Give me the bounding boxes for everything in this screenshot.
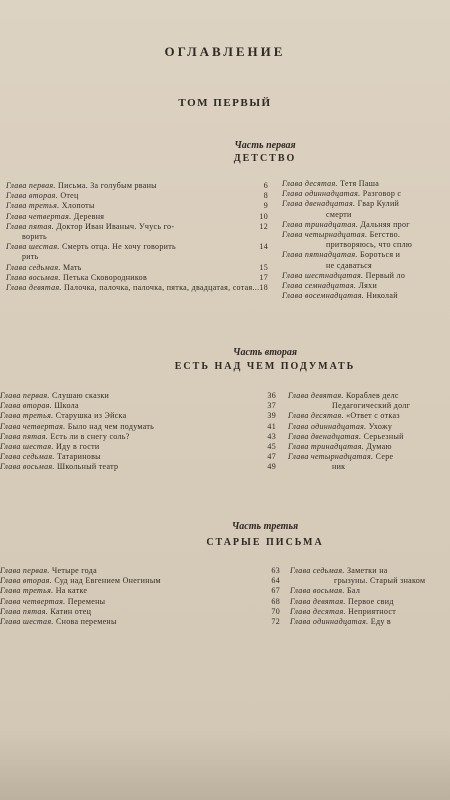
- toc-entry-continued: [6, 252, 268, 262]
- chapter-number: Глава шестая.: [0, 442, 54, 452]
- chapter-title: Деревня: [73, 211, 105, 221]
- toc-entry: [0, 617, 280, 627]
- chapter-number: Глава третья.: [0, 411, 54, 421]
- toc-entry: [282, 230, 450, 240]
- part-name: ЕСТЬ НАД ЧЕМ ПОДУМАТЬ: [174, 361, 356, 372]
- toc-entry: [282, 240, 450, 250]
- toc-entry: [288, 411, 450, 421]
- toc-entry: [282, 250, 450, 260]
- chapter-title: Педагогический долг: [332, 401, 411, 411]
- contents-title: ОГЛАВЛЕНИЕ: [164, 44, 286, 59]
- chapter-number: Глава вторая.: [6, 191, 58, 201]
- chapter-number: Глава третья.: [6, 201, 60, 211]
- page-number: 14: [259, 242, 268, 252]
- chapter-title: Бороться и: [360, 250, 401, 260]
- page-number: 10: [259, 211, 268, 221]
- chapter-title: Заметки на: [346, 566, 388, 575]
- toc-column-right: [290, 566, 450, 627]
- chapter-number: Глава тринадцатая.: [282, 219, 359, 229]
- page-number: 17: [259, 272, 268, 282]
- chapter-number: Глава восьмая.: [6, 272, 61, 282]
- chapter-number: Глава одиннадцатая.: [282, 189, 361, 199]
- toc-entry: [288, 391, 450, 401]
- chapter-number: Глава пятая.: [6, 221, 55, 231]
- toc-entry: [288, 452, 450, 462]
- toc-entry: [0, 442, 276, 452]
- page-number: 41: [267, 421, 276, 431]
- chapter-title: Кораблев делс: [346, 391, 399, 400]
- page-number: 9: [263, 201, 268, 211]
- toc-entry-continued: [6, 232, 268, 242]
- chapter-title: Есть ли в снегу соль?: [50, 431, 130, 441]
- chapter-title: На катке: [55, 586, 88, 596]
- toc-entry: [6, 273, 268, 283]
- page-number: 36: [267, 391, 276, 400]
- toc-entry: [6, 212, 268, 222]
- chapter-title: смерти: [326, 209, 352, 219]
- chapter-number: Глава вторая.: [0, 576, 52, 586]
- chapter-title: Мать: [62, 262, 82, 272]
- toc-entry: [0, 411, 276, 421]
- chapter-title: Еду в: [370, 617, 391, 627]
- chapter-number: Глава восьмая.: [0, 462, 55, 472]
- toc-entry: [290, 617, 450, 627]
- page-number: 6: [263, 181, 268, 190]
- page-number: 15: [259, 262, 268, 272]
- toc-entry: [6, 222, 268, 232]
- chapter-title-continued: рить: [22, 252, 39, 262]
- chapter-title: Думаю: [366, 442, 392, 452]
- page-number: 43: [267, 431, 276, 441]
- chapter-number: Глава первая.: [0, 391, 50, 400]
- chapter-title: Иду в гости: [55, 442, 100, 452]
- chapter-number: Глава шестнадцатая.: [282, 270, 364, 280]
- chapter-number: Глава девятая.: [288, 391, 344, 400]
- toc-entry: [6, 263, 268, 273]
- chapter-number: Глава шестая.: [0, 617, 54, 627]
- page-number: 45: [267, 442, 276, 452]
- toc-entry: [282, 220, 450, 230]
- chapter-title: Палочка, палочка, палочка, пятка, двадцатая, сотая...: [64, 283, 260, 293]
- chapter-title-continued: ворить: [22, 232, 47, 242]
- chapter-title: Разговор с: [362, 189, 402, 199]
- toc-entry: [0, 597, 280, 607]
- chapter-number: Глава четвертая.: [0, 421, 66, 431]
- toc-entry: [0, 607, 280, 617]
- chapter-title: Отец: [60, 191, 79, 201]
- toc-entry: [6, 191, 268, 201]
- chapter-title: Письма. За голубым рваны: [58, 181, 157, 190]
- chapter-title: Петька Сковородников: [63, 272, 148, 282]
- chapter-number: Глава девятая.: [6, 283, 62, 293]
- chapter-title: Слушаю сказки: [52, 391, 110, 400]
- page-number: 70: [271, 606, 280, 616]
- chapter-title: Перемены: [67, 596, 106, 606]
- chapter-number: Глава одиннадцатая.: [288, 421, 367, 431]
- chapter-number: Глава десятая.: [290, 606, 346, 616]
- chapter-title: Бал: [347, 586, 361, 596]
- part-name: ДЕТСТВО: [233, 153, 297, 164]
- chapter-title: Смерть отца. Не хочу говорить: [61, 242, 176, 252]
- part-name: СТАРЫЕ ПИСЬМА: [206, 537, 324, 548]
- page-number: 67: [271, 586, 280, 596]
- toc-entry: [6, 201, 268, 211]
- chapter-number: Глава первая.: [6, 181, 56, 190]
- chapter-title: Ляхи: [358, 281, 378, 291]
- chapter-title: «Ответ с отказ: [346, 411, 400, 421]
- toc-entry: [290, 607, 450, 617]
- chapter-number: Глава десятая.: [282, 179, 338, 188]
- toc-entry: [0, 566, 280, 576]
- page-number: 68: [271, 596, 280, 606]
- chapter-title: Бегство.: [369, 230, 401, 240]
- chapter-title: Доктор Иван Иваныч. Учусь го-: [56, 221, 175, 231]
- chapter-title: Дальняя прог: [360, 219, 410, 229]
- toc-entry: [282, 210, 450, 220]
- toc-entry: [0, 432, 276, 442]
- toc-entry: [288, 401, 450, 411]
- toc-column-left: [0, 391, 276, 473]
- toc-entry: [290, 597, 450, 607]
- chapter-number: Глава седьмая.: [6, 262, 61, 272]
- toc-entry: [282, 281, 450, 291]
- chapter-title: Школа: [54, 401, 79, 411]
- chapter-title: Первое свид: [348, 596, 394, 606]
- chapter-number: Глава восьмая.: [290, 586, 345, 596]
- chapter-number: Глава двенадцатая.: [288, 431, 362, 441]
- chapter-number: Глава первая.: [0, 566, 50, 575]
- chapter-number: Глава третья.: [0, 586, 54, 596]
- toc-entry: [282, 189, 450, 199]
- toc-entry: [288, 462, 450, 472]
- toc-entry: [0, 391, 276, 401]
- page-number: 18: [259, 283, 268, 293]
- chapter-title: Татариновы: [56, 452, 101, 462]
- chapter-number: Глава седьмая.: [0, 452, 55, 462]
- chapter-title: Сере: [375, 452, 394, 462]
- chapter-title: Школьный театр: [57, 462, 119, 472]
- chapter-title: Старушка из Эйска: [55, 411, 127, 421]
- page-number: 12: [259, 221, 268, 231]
- page-number: 47: [267, 452, 276, 462]
- chapter-title: Суд над Евгением Онегиным: [54, 576, 161, 586]
- toc-entry: [288, 442, 450, 452]
- toc-entry: [282, 199, 450, 209]
- toc-column-left: [6, 181, 268, 293]
- toc-entry: [0, 576, 280, 586]
- chapter-number: Глава четырнадцатая.: [282, 230, 368, 240]
- chapter-number: Глава одиннадцатая.: [290, 617, 369, 627]
- toc-column-left: [0, 566, 280, 627]
- chapter-number: Глава четырнадцатая.: [288, 452, 374, 462]
- toc-entry: [288, 432, 450, 442]
- chapter-number: Глава четвертая.: [6, 211, 72, 221]
- chapter-title: Гвар Кулий: [357, 199, 400, 209]
- chapter-title: не сдаваться: [326, 260, 372, 270]
- page-number: 64: [271, 576, 280, 586]
- chapter-title: Ухожу: [368, 421, 393, 431]
- chapter-title: Николай: [366, 291, 398, 301]
- chapter-number: Глава семнадцатая.: [282, 281, 357, 291]
- chapter-number: Глава восемнадцатая.: [282, 291, 365, 301]
- toc-entry: [290, 586, 450, 596]
- toc-entry: [0, 462, 276, 472]
- chapter-title: ник: [332, 462, 346, 472]
- toc-column-right: [288, 391, 450, 473]
- page-number: 37: [267, 401, 276, 411]
- chapter-title: Хлопоты: [61, 201, 95, 211]
- toc-column-right: [282, 179, 450, 301]
- chapter-number: Глава шестая.: [6, 242, 60, 252]
- chapter-title: Снова перемены: [55, 617, 117, 627]
- chapter-title: Тетя Паша: [340, 179, 380, 188]
- chapter-title: грызуны. Старый знаком: [334, 576, 426, 586]
- toc-entry: [6, 181, 268, 191]
- toc-entry: [0, 401, 276, 411]
- page-number: 72: [271, 617, 280, 627]
- chapter-number: Глава седьмая.: [290, 566, 345, 575]
- chapter-title: Первый ло: [365, 270, 406, 280]
- chapter-number: Глава пятая.: [0, 606, 49, 616]
- toc-entry: [282, 261, 450, 271]
- toc-entry: [282, 271, 450, 281]
- chapter-number: Глава тринадцатая.: [288, 442, 365, 452]
- chapter-number: Глава четвертая.: [0, 596, 66, 606]
- page-number: 8: [263, 191, 268, 201]
- chapter-title: Серьезный: [363, 431, 404, 441]
- chapter-title: притворяюсь, что сплю: [326, 240, 413, 250]
- chapter-number: Глава двенадцатая.: [282, 199, 356, 209]
- toc-entry: [288, 422, 450, 432]
- toc-entry: [6, 283, 268, 293]
- toc-entry: [290, 576, 450, 586]
- toc-entry: [6, 242, 268, 252]
- chapter-number: Глава вторая.: [0, 401, 52, 411]
- toc-entry: [0, 586, 280, 596]
- toc-entry: [282, 179, 450, 189]
- page-number: 39: [267, 411, 276, 421]
- chapter-title: Неприятност: [348, 606, 397, 616]
- chapter-title: Было над чем подумать: [67, 421, 155, 431]
- toc-entry: [0, 422, 276, 432]
- volume-heading: ТОМ ПЕРВЫЙ: [178, 97, 272, 109]
- toc-entry: [282, 291, 450, 301]
- part-label: Часть третья: [231, 521, 299, 532]
- part-label: Часть вторая: [232, 347, 298, 358]
- page-number: 63: [271, 566, 280, 575]
- chapter-title: Катин отец: [50, 606, 92, 616]
- toc-entry: [0, 452, 276, 462]
- toc-entry: [290, 566, 450, 576]
- part-label: Часть первая: [234, 140, 296, 151]
- chapter-title: Четыре года: [52, 566, 97, 575]
- chapter-number: Глава пятая.: [0, 431, 49, 441]
- chapter-number: Глава пятнадцатая.: [282, 250, 358, 260]
- chapter-number: Глава десятая.: [288, 411, 344, 421]
- page-number: 49: [267, 462, 276, 472]
- chapter-number: Глава девятая.: [290, 596, 346, 606]
